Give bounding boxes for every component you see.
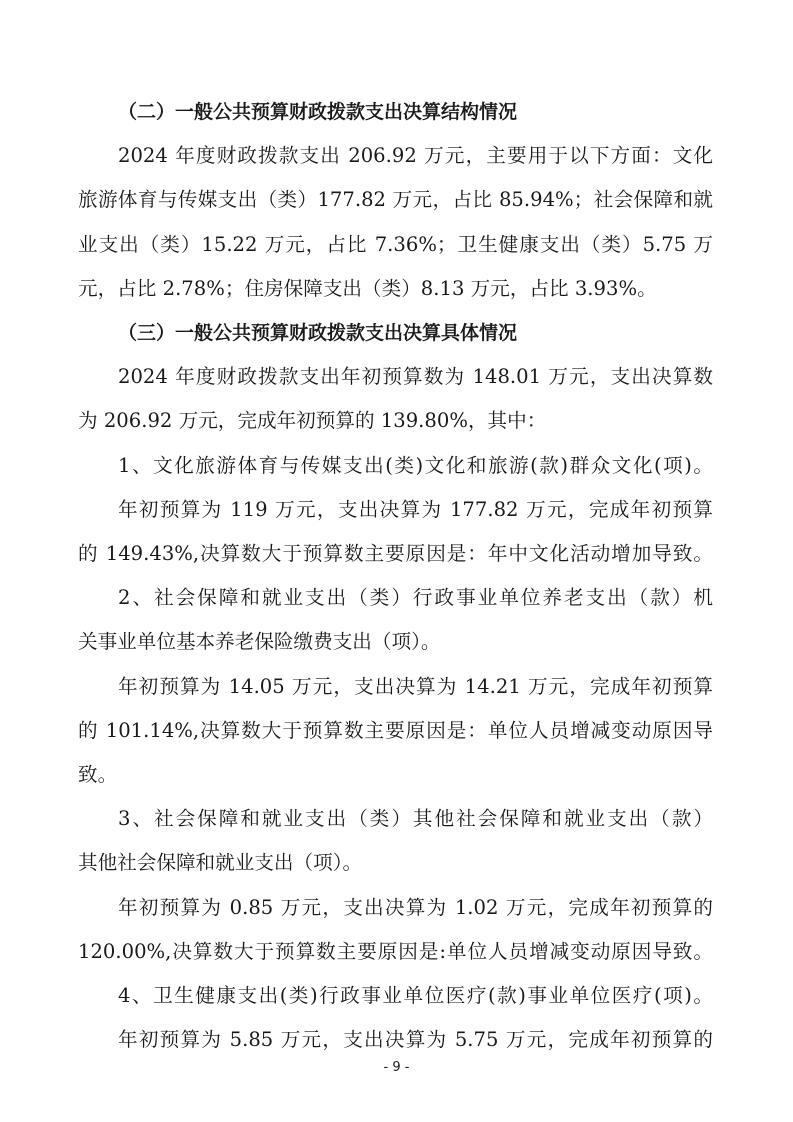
paragraph-line: 致。 (78, 763, 118, 786)
paragraph-line: 年初预算为 119 万元，支出决算为 177.82 万元，完成年初预算 (118, 497, 713, 521)
paragraph-line: 旅游体育与传媒支出（类）177.82 万元，占比 85.94%；社会保障和就 (78, 188, 713, 212)
paragraph-line: 120.00%,决算数大于预算数主要原因是:单位人员增减变动原因导致。 (78, 939, 713, 963)
paragraph-text: 4、卫生健康支出(类)行政事业单位医疗(款)事业单位医疗(项)。 (118, 984, 713, 1007)
list-item-3: 3、社会保障和就业支出（类）其他社会保障和就业支出（款） (118, 807, 713, 831)
list-item-4 (0, 976, 793, 1016)
paragraph-line (0, 1020, 793, 1060)
list-item-1: 1、文化旅游体育与传媒支出(类)文化和旅游(款)群众文化(项)。 (118, 453, 713, 477)
list-item-2: 2、社会保障和就业支出（类）行政事业单位养老支出（款）机 (118, 586, 713, 610)
paragraph-line: 其他社会保障和就业支出（项）。 (78, 851, 363, 875)
paragraph-line: 元，占比 2.78%；住房保障支出（类）8.13 万元，占比 3.93%。 (78, 276, 657, 300)
paragraph-text: 年初预算为 5.85 万元，支出决算为 5.75 万元，完成年初预算的 (118, 1028, 713, 1052)
paragraph-line: 的 149.43%,决算数大于预算数主要原因是：年中文化活动增加导致。 (78, 542, 713, 565)
section-heading-structure: （二）一般公共预算财政拨款支出决算结构情况 (118, 101, 518, 123)
paragraph-line: 年初预算为 14.05 万元，支出决算为 14.21 万元，完成年初预算 (118, 674, 713, 698)
paragraph-line: 年初预算为 0.85 万元，支出决算为 1.02 万元，完成年初预算的 (118, 895, 713, 919)
paragraph-line: 2024 年度财政拨款支出 206.92 万元，主要用于以下方面：文化 (118, 144, 713, 168)
page-number: - 9 - (383, 1060, 410, 1076)
paragraph-line: 的 101.14%,决算数大于预算数主要原因是：单位人员增减变动原因导 (78, 718, 713, 742)
paragraph-line: 业支出（类）15.22 万元，占比 7.36%；卫生健康支出（类）5.75 万 (78, 232, 713, 256)
paragraph-line: 2024 年度财政拨款支出年初预算数为 148.01 万元，支出决算数 (118, 365, 713, 389)
paragraph-line: 关事业单位基本养老保险缴费支出（项）。 (78, 630, 441, 654)
section-heading-detail: （三）一般公共预算财政拨款支出决算具体情况 (118, 322, 518, 344)
paragraph-line: 为 206.92 万元，完成年初预算的 139.80%，其中： (78, 409, 547, 433)
